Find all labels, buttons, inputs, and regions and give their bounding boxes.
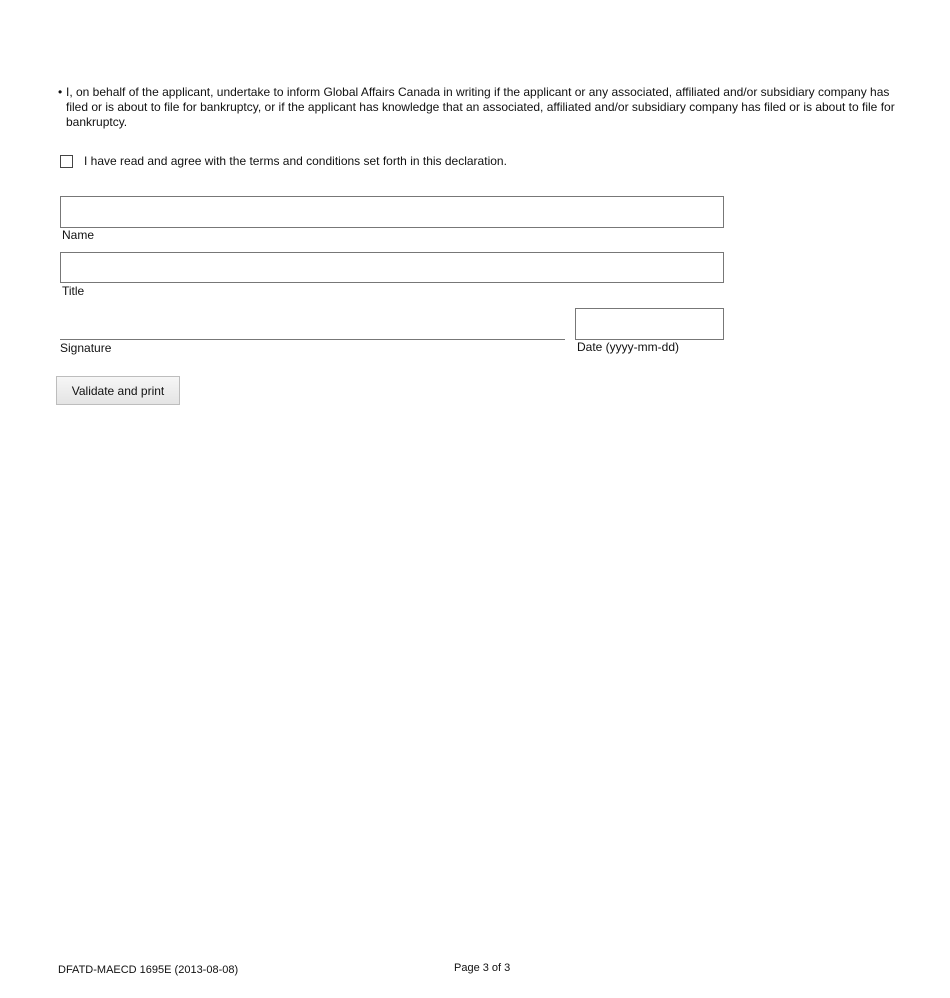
signature-line[interactable] [60, 339, 565, 340]
agree-terms-checkbox[interactable] [60, 155, 73, 168]
date-field[interactable] [575, 308, 724, 340]
name-label: Name [62, 228, 95, 242]
agree-terms-row[interactable] [60, 153, 507, 169]
title-field[interactable] [60, 252, 724, 283]
date-label: Date (yyyy-mm-dd) [577, 340, 680, 354]
name-field[interactable] [60, 196, 724, 228]
title-label: Title [62, 284, 85, 298]
bankruptcy-undertaking-clause [58, 85, 898, 130]
page-number: Page 3 of 3 [454, 962, 511, 974]
agree-terms-label: I have read and agree with the terms and conditions set forth in this declaration. [84, 154, 507, 168]
form-identifier: DFATD-MAECD 1695E (2013-08-08) [58, 964, 239, 976]
validate-and-print-button[interactable]: Validate and print [56, 376, 180, 405]
bullet-marker: • [58, 85, 63, 99]
signature-label: Signature [60, 341, 112, 355]
bankruptcy-undertaking-text: I, on behalf of the applicant, undertake to inform Global Affairs Canada in writing if the applicant or any associated, affiliated and/or subsidiary company has filed or is about to file for bankruptcy, or if the applicant has knowledge that an associated, affiliated and/or subsidiary company has filed or is about to file for bankruptcy. [66, 85, 895, 129]
